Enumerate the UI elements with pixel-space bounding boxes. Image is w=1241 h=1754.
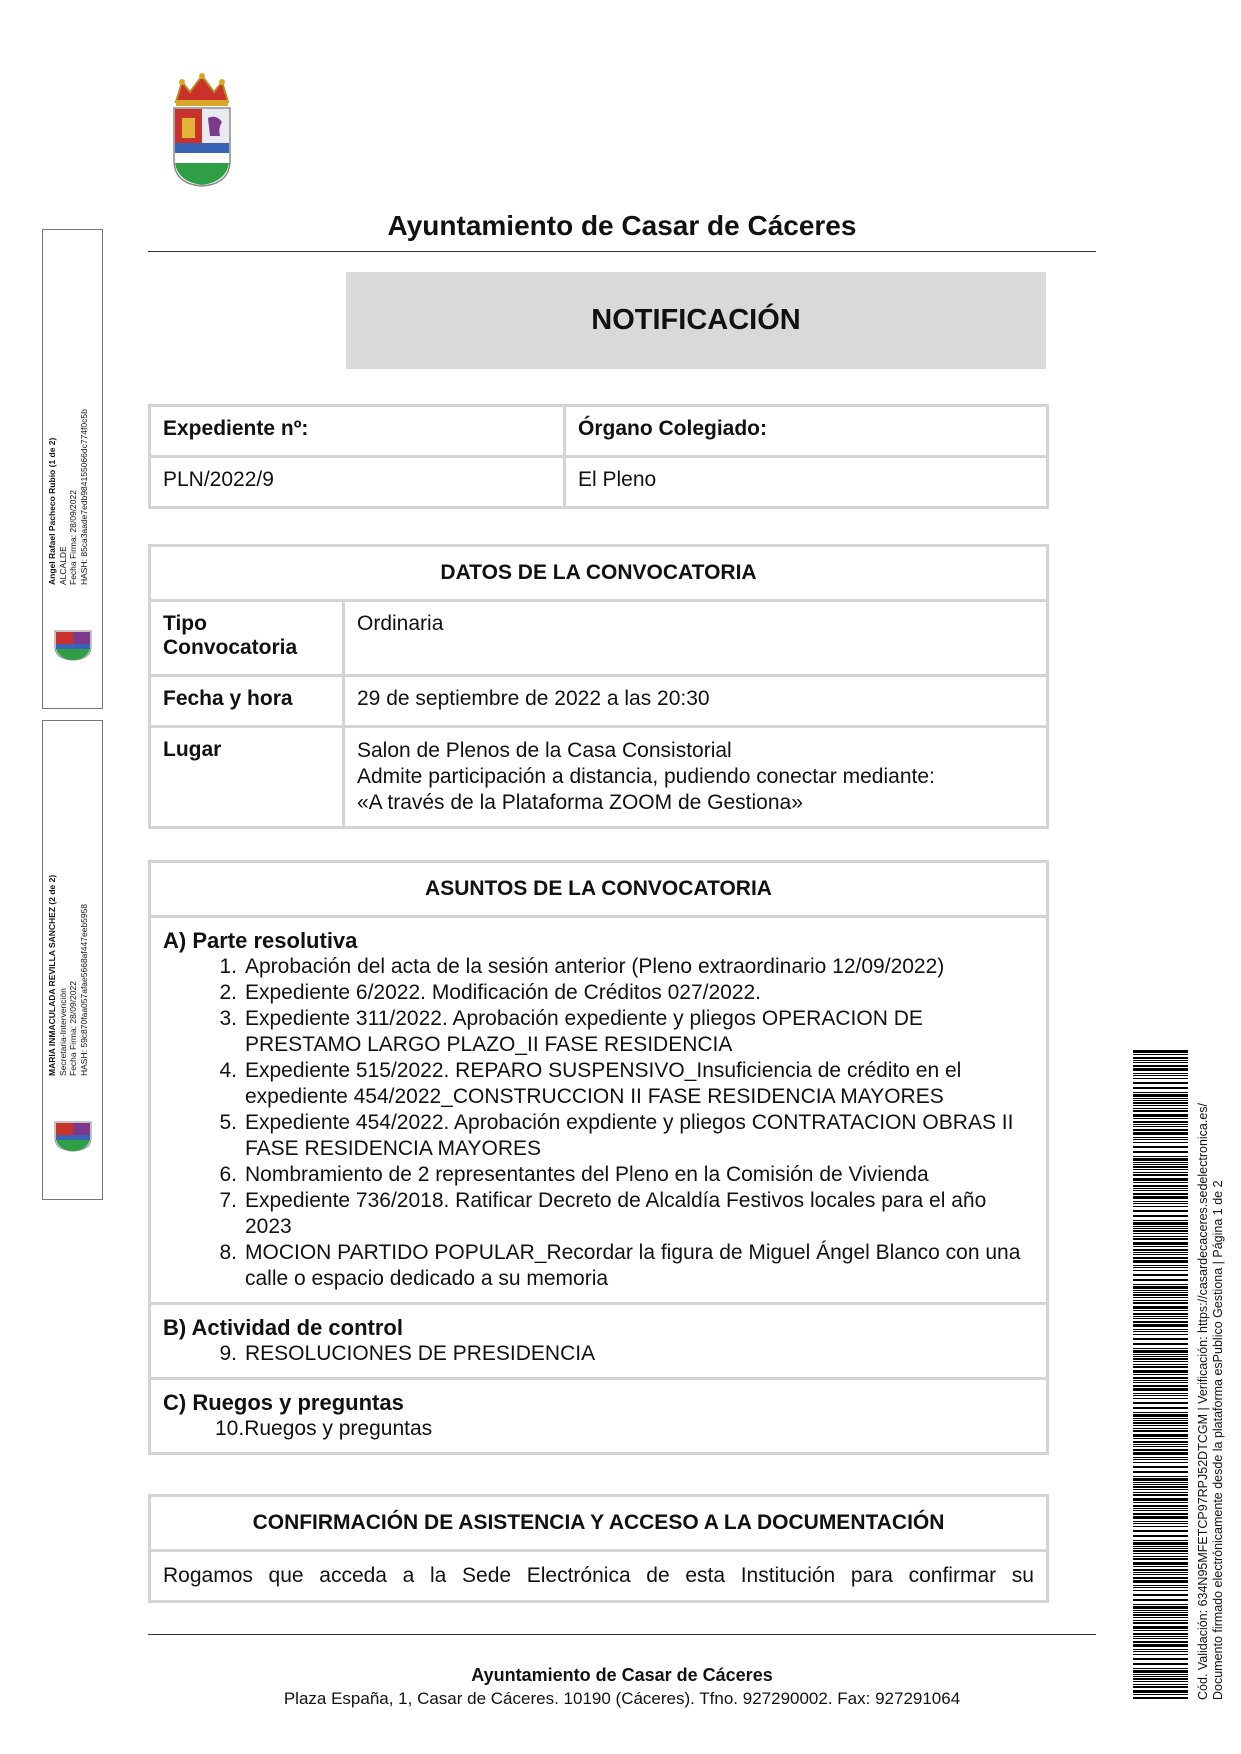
barcode-bar [1133, 1236, 1188, 1237]
item-number: 3. [219, 1007, 237, 1030]
barcode-bar [1133, 1082, 1188, 1084]
barcode-bar [1133, 1587, 1188, 1588]
barcode-bar [1133, 1452, 1188, 1455]
barcode-bar [1133, 1674, 1188, 1675]
barcode-bar [1133, 1697, 1188, 1699]
list-item [163, 980, 1034, 1006]
barcode-bar [1133, 1651, 1188, 1652]
barcode-bar [1133, 1599, 1188, 1601]
barcode-bar [1133, 1492, 1188, 1493]
barcode-bar [1133, 1407, 1188, 1409]
barcode-bar [1133, 1203, 1188, 1204]
barcode-bar [1133, 1178, 1188, 1181]
barcode-bar [1133, 1489, 1188, 1490]
barcode-bar [1133, 1313, 1188, 1315]
barcode-bar [1133, 1158, 1188, 1161]
barcode-bar [1133, 1562, 1188, 1565]
barcode-bar [1133, 1185, 1188, 1187]
barcode-bar [1133, 1590, 1188, 1591]
barcode-bar [1133, 1462, 1188, 1463]
barcode-bar [1133, 1329, 1188, 1330]
barcode-bar [1133, 1354, 1188, 1355]
barcode-bar [1133, 1124, 1188, 1125]
barcode-bar [1133, 1441, 1188, 1443]
barcode-bar [1133, 1471, 1188, 1473]
barcode-bar [1133, 1668, 1188, 1669]
document-type-title: NOTIFICACIÓN [591, 304, 801, 336]
barcode-icon [1133, 1050, 1188, 1700]
list-item [163, 1188, 1034, 1240]
barcode-bar [1133, 1206, 1188, 1207]
barcode-bar [1133, 1422, 1188, 1424]
barcode-bar [1133, 1604, 1188, 1605]
barcode-bar [1133, 1267, 1188, 1268]
barcode-bar [1133, 1358, 1188, 1360]
barcode-bar [1133, 1356, 1188, 1357]
item-number: 8. [219, 1241, 237, 1264]
barcode-bar [1133, 1108, 1188, 1109]
barcode-bar [1133, 1279, 1188, 1281]
barcode-bar [1133, 1641, 1188, 1643]
item-number: 2. [219, 981, 237, 1004]
barcode-bar [1133, 1054, 1188, 1055]
item-number: 9. [219, 1342, 237, 1365]
barcode-bar [1133, 1118, 1188, 1119]
barcode-bar [1133, 1690, 1188, 1693]
list-item [163, 1341, 1034, 1367]
barcode-bar [1133, 1172, 1188, 1173]
barcode-bar [1133, 1466, 1188, 1468]
seal-icon [51, 1118, 95, 1152]
barcode-bar [1133, 1377, 1188, 1379]
barcode-bar [1133, 1139, 1188, 1140]
barcode-bar [1133, 1594, 1188, 1596]
section-title: C) Ruegos y preguntas [163, 1390, 404, 1415]
verification-text [1196, 1103, 1226, 1700]
barcode-bar [1133, 1550, 1188, 1552]
barcode-bar [1133, 1220, 1188, 1221]
confirmacion-text: Rogamos que acceda a la Sede Electrónica de esta Institución para confirmar su [150, 1551, 1048, 1602]
barcode-bar [1133, 1174, 1188, 1176]
barcode-bar [1133, 1446, 1188, 1447]
list-item [163, 954, 1034, 980]
barcode-bar [1133, 1242, 1188, 1245]
barcode-bar [1133, 1265, 1188, 1266]
barcode-bar [1133, 1078, 1188, 1079]
barcode-bar [1133, 1284, 1188, 1285]
barcode-bar [1133, 1418, 1188, 1419]
barcode-bar [1133, 1566, 1188, 1567]
barcode-bar [1133, 1644, 1188, 1647]
barcode-bar [1133, 1292, 1188, 1293]
item-text: Expediente 454/2022. Aprobación expdiente y pliegos CONTRATACION OBRAS II FASE RESIDENCIA MAYORES [245, 1111, 1014, 1160]
barcode-bar [1133, 1694, 1188, 1695]
signature-stamp [42, 720, 103, 1200]
barcode-bar [1133, 1062, 1188, 1063]
item-text: Expediente 6/2022. Modificación de Créditos 027/2022. [245, 981, 762, 1004]
organization-title: Ayuntamiento de Casar de Cáceres [387, 210, 857, 241]
barcode-bar [1133, 1246, 1188, 1247]
section-title: A) Parte resolutiva [163, 928, 358, 953]
lugar-line: Admite participación a distancia, pudiendo conectar mediante: [357, 765, 935, 788]
barcode-bar [1133, 1102, 1188, 1104]
lugar-line: Salon de Plenos de la Casa Consistorial [357, 739, 732, 762]
item-number: 4. [219, 1059, 237, 1082]
agenda-list [163, 1416, 1034, 1442]
barcode-bar [1133, 1434, 1188, 1437]
barcode-bar [1133, 1457, 1188, 1458]
barcode-bar [1133, 1502, 1188, 1503]
barcode-bar [1133, 1182, 1188, 1183]
barcode-bar [1133, 1521, 1188, 1522]
barcode-bar [1133, 1508, 1188, 1509]
barcode-bar [1133, 1444, 1188, 1445]
barcode-bar [1133, 1126, 1188, 1127]
barcode-bar [1133, 1388, 1188, 1391]
barcode-bar [1133, 1395, 1188, 1396]
barcode-bar [1133, 1380, 1188, 1381]
barcode-bar [1133, 1686, 1188, 1688]
lugar-label: Lugar [150, 727, 344, 828]
barcode-bar [1133, 1478, 1188, 1481]
barcode-bar [1133, 1620, 1188, 1621]
footer-divider [148, 1634, 1096, 1635]
barcode-bar [1133, 1580, 1188, 1583]
item-text: Ruegos y preguntas [244, 1417, 433, 1440]
barcode-bar [1133, 1430, 1188, 1432]
barcode-bar [1133, 1498, 1188, 1501]
barcode-bar [1133, 1252, 1188, 1253]
barcode-bar [1133, 1484, 1188, 1485]
barcode-bar [1133, 1331, 1188, 1332]
barcode-bar [1133, 1649, 1188, 1650]
list-item [163, 1416, 1034, 1442]
barcode-bar [1133, 1300, 1188, 1301]
barcode-bar [1133, 1494, 1188, 1496]
barcode-bar [1133, 1156, 1188, 1157]
lugar-line: «A través de la Plataforma ZOOM de Gestiona» [357, 791, 803, 814]
signature-date: Fecha Firma: 28/09/2022 [68, 490, 78, 585]
barcode-bar [1133, 1260, 1188, 1263]
agenda-list [163, 954, 1034, 1292]
barcode-bar [1133, 1094, 1188, 1097]
list-item [163, 1006, 1034, 1058]
barcode-bar [1133, 1614, 1188, 1616]
section-title: B) Actividad de control [163, 1315, 403, 1340]
fecha-hora-label: Fecha y hora [150, 676, 344, 727]
barcode-bar [1133, 1574, 1188, 1575]
barcode-bar [1133, 1274, 1188, 1276]
barcode-bar [1133, 1306, 1188, 1309]
barcode-bar [1133, 1364, 1188, 1365]
asuntos-section-c [150, 1379, 1048, 1454]
barcode-bar [1133, 1294, 1188, 1296]
convocatoria-table [148, 544, 1049, 829]
barcode-bar [1133, 1137, 1188, 1138]
barcode-bar [1133, 1100, 1188, 1101]
barcode-bar [1133, 1654, 1188, 1655]
item-text: RESOLUCIONES DE PRESIDENCIA [245, 1342, 596, 1365]
barcode-bar [1133, 1188, 1188, 1189]
barcode-bar [1133, 1087, 1188, 1089]
barcode-bar [1133, 1092, 1188, 1093]
item-text: Expediente 515/2022. REPARO SUSPENSIVO_Insuficiencia de crédito en el expediente 454/2022_CONSTRUCCION II FASE RESIDENCIA MAYORES [245, 1059, 962, 1108]
barcode-bar [1133, 1316, 1188, 1317]
barcode-bar [1133, 1414, 1188, 1417]
barcode-bar [1133, 1663, 1188, 1665]
barcode-bar [1133, 1374, 1188, 1375]
barcode-bar [1133, 1228, 1188, 1229]
barcode-bar [1133, 1318, 1188, 1319]
barcode-bar [1133, 1370, 1188, 1373]
barcode-bar [1133, 1142, 1188, 1143]
signature-stamp [42, 229, 103, 709]
barcode-bar [1133, 1402, 1188, 1404]
item-text: Expediente 736/2018. Ratificar Decreto de Alcaldía Festivos locales para el año 2023 [245, 1189, 987, 1238]
footer-org-name: Ayuntamiento de Casar de Cáceres [471, 1665, 773, 1685]
barcode-bar [1133, 1321, 1188, 1323]
barcode-bar [1133, 1226, 1188, 1227]
item-text: MOCION PARTIDO POPULAR_Recordar la figura de Miguel Ángel Blanco con una calle o espacio dedicado a su memoria [245, 1241, 1021, 1290]
barcode-bar [1133, 1610, 1188, 1611]
list-item [163, 1162, 1034, 1188]
document-type-banner [346, 272, 1046, 369]
item-text: Aprobación del acta de la sesión anterior (Pleno extraordinario 12/09/2022) [245, 955, 945, 978]
barcode-bar [1133, 1626, 1188, 1629]
barcode-bar [1133, 1129, 1188, 1131]
barcode-bar [1133, 1556, 1188, 1557]
barcode-bar [1133, 1151, 1188, 1153]
barcode-bar [1133, 1290, 1188, 1291]
item-number: 10. [215, 1417, 245, 1440]
asuntos-section-b [150, 1304, 1048, 1379]
barcode-bar [1133, 1190, 1188, 1191]
barcode-bar [1133, 1201, 1188, 1202]
barcode-bar [1133, 1257, 1188, 1259]
signer-role: ALCALDE [57, 546, 68, 585]
barcode-bar [1133, 1510, 1188, 1511]
barcode-bar [1133, 1425, 1188, 1426]
barcode-bar [1133, 1548, 1188, 1549]
barcode-bar [1133, 1412, 1188, 1413]
barcode-bar [1133, 1114, 1188, 1117]
organo-value: El Pleno [565, 457, 1048, 508]
organo-label: Órgano Colegiado: [565, 406, 1048, 457]
barcode-bar [1133, 1622, 1188, 1624]
barcode-bar [1133, 1638, 1188, 1639]
signature-hash: HASH: 59c870faa057afae5668af447eeb5958 [78, 903, 89, 1076]
convocatoria-heading: DATOS DE LA CONVOCATORIA [150, 546, 1048, 601]
barcode-bar [1133, 1553, 1188, 1554]
barcode-bar [1133, 1612, 1188, 1613]
agenda-list [163, 1341, 1034, 1367]
barcode-bar [1133, 1146, 1188, 1148]
barcode-bar [1133, 1636, 1188, 1637]
barcode-bar [1133, 1438, 1188, 1439]
barcode-bar [1133, 1482, 1188, 1483]
barcode-bar [1133, 1546, 1188, 1547]
barcode-bar [1133, 1526, 1188, 1527]
expediente-value: PLN/2022/9 [150, 457, 565, 508]
barcode-bar [1133, 1075, 1188, 1076]
barcode-bar [1133, 1459, 1188, 1460]
barcode-bar [1133, 1338, 1188, 1340]
barcode-bar [1133, 1350, 1188, 1353]
tipo-convocatoria-value: Ordinaria [344, 601, 1048, 676]
barcode-bar [1133, 1196, 1188, 1199]
barcode-bar [1133, 1065, 1188, 1067]
list-item [163, 1058, 1034, 1110]
barcode-bar [1133, 1681, 1188, 1682]
barcode-bar [1133, 1270, 1188, 1271]
list-item [163, 1240, 1034, 1292]
barcode-bar [1133, 1513, 1188, 1515]
barcode-bar [1133, 1193, 1188, 1195]
barcode-bar [1133, 1169, 1188, 1170]
signature-text [47, 875, 89, 1076]
item-text: Nombramiento de 2 representantes del Pleno en la Comisión de Vivienda [245, 1163, 929, 1186]
barcode-bar [1133, 1060, 1188, 1061]
barcode-bar [1133, 1505, 1188, 1507]
item-text: Expediente 311/2022. Aprobación expediente y pliegos OPERACION DE PRESTAMO LARGO PLAZO_II FASE RESIDENCIA [245, 1007, 923, 1056]
barcode-bar [1133, 1302, 1188, 1304]
barcode-bar [1133, 1670, 1188, 1673]
barcode-bar [1133, 1230, 1188, 1232]
barcode-bar [1133, 1558, 1188, 1560]
barcode-bar [1133, 1393, 1188, 1394]
barcode-bar [1133, 1676, 1188, 1677]
footer-address: Plaza España, 1, Casar de Cáceres. 10190 (Cáceres). Tfno. 927290002. Fax: 927291064 [283, 1689, 961, 1708]
barcode-bar [1133, 1585, 1188, 1586]
barcode-bar [1133, 1105, 1188, 1106]
barcode-bar [1133, 1050, 1188, 1053]
barcode-bar [1133, 1132, 1188, 1135]
barcode-bar [1133, 1382, 1188, 1383]
barcode-bar [1133, 1073, 1188, 1074]
item-number: 6. [219, 1163, 237, 1186]
barcode-bar [1133, 1606, 1188, 1609]
barcode-bar [1133, 1057, 1188, 1059]
barcode-bar [1133, 1540, 1188, 1541]
seal-icon [51, 627, 95, 661]
barcode-bar [1133, 1286, 1188, 1289]
signer-name: MARIA INMACULADA REVILLA SANCHEZ (2 de 2) [47, 874, 57, 1076]
signature-date: Fecha Firma: 28/09/2022 [68, 981, 78, 1076]
confirmacion-table [148, 1494, 1049, 1603]
asuntos-section-a [150, 917, 1048, 1304]
lugar-value [344, 727, 1048, 828]
barcode-bar [1133, 1162, 1188, 1163]
barcode-bar [1133, 1121, 1188, 1123]
barcode-bar [1133, 1164, 1188, 1165]
barcode-bar [1133, 1428, 1188, 1429]
item-number: 5. [219, 1111, 237, 1134]
barcode-bar [1133, 1385, 1188, 1387]
verification-line: Documento firmado electrónicamente desde la plataforma esPublico Gestiona | Página 1 de 2 [1211, 1180, 1225, 1700]
barcode-bar [1133, 1535, 1188, 1537]
signer-role: Secretaria-Intervención [57, 988, 68, 1076]
barcode-bar [1133, 1254, 1188, 1255]
barcode-bar [1133, 1420, 1188, 1421]
asuntos-table [148, 860, 1049, 1455]
expediente-table [148, 404, 1049, 509]
barcode-bar [1133, 1572, 1188, 1573]
fecha-hora-value: 29 de septiembre de 2022 a las 20:30 [344, 676, 1048, 727]
barcode-bar [1133, 1684, 1188, 1685]
item-number: 1. [219, 955, 237, 978]
barcode-bar [1133, 1361, 1188, 1362]
barcode-bar [1133, 1098, 1188, 1099]
signer-name: Angel Rafael Pacheco Rubio (1 de 2) [47, 437, 57, 585]
barcode-bar [1133, 1068, 1188, 1071]
barcode-bar [1133, 1630, 1188, 1631]
barcode-bar [1133, 1366, 1188, 1368]
barcode-bar [1133, 1476, 1188, 1477]
barcode-bar [1133, 1633, 1188, 1635]
barcode-bar [1133, 1617, 1188, 1618]
expediente-label: Expediente nº: [150, 406, 565, 457]
barcode-bar [1133, 1343, 1188, 1345]
barcode-bar [1133, 1486, 1188, 1488]
verification-line: Cód. Validación: 634N95MFETCP97RPJ52DTCGM | Verificación: https://casardecaceres.sedelectronica.es/ [1196, 1102, 1210, 1700]
asuntos-heading: ASUNTOS DE LA CONVOCATORIA [150, 862, 1048, 917]
signature-hash: HASH: 85ca3aade7edb984155066dc774f0c5b [78, 409, 89, 585]
barcode-bar [1133, 1210, 1188, 1212]
barcode-bar [1133, 1215, 1188, 1217]
tipo-convocatoria-label: Tipo Convocatoria [150, 601, 344, 676]
barcode-bar [1133, 1449, 1188, 1451]
barcode-bar [1133, 1658, 1188, 1660]
confirmacion-heading: CONFIRMACIÓN DE ASISTENCIA Y ACCESO A LA DOCUMENTACIÓN [150, 1496, 1048, 1551]
barcode-bar [1133, 1516, 1188, 1519]
barcode-bar [1133, 1569, 1188, 1571]
coat-of-arms-icon [168, 72, 236, 187]
barcode-bar [1133, 1334, 1188, 1335]
barcode-bar [1133, 1249, 1188, 1251]
barcode-bar [1133, 1310, 1188, 1311]
list-item [163, 1110, 1034, 1162]
header-divider [148, 251, 1096, 252]
barcode-bar [1133, 1398, 1188, 1399]
barcode-bar [1133, 1222, 1188, 1225]
barcode-bar [1133, 1678, 1188, 1680]
signature-text [47, 409, 89, 585]
barcode-bar [1133, 1324, 1188, 1327]
barcode-bar [1133, 1166, 1188, 1168]
barcode-bar [1133, 1238, 1188, 1240]
barcode-bar [1133, 1542, 1188, 1545]
barcode-bar [1133, 1577, 1188, 1579]
barcode-bar [1133, 1233, 1188, 1234]
barcode-bar [1133, 1523, 1188, 1524]
barcode-bar [1133, 1530, 1188, 1532]
barcode-bar [1133, 1348, 1188, 1349]
barcode-bar [1133, 1110, 1188, 1112]
item-number: 7. [219, 1189, 237, 1212]
barcode-bar [1133, 1297, 1188, 1298]
